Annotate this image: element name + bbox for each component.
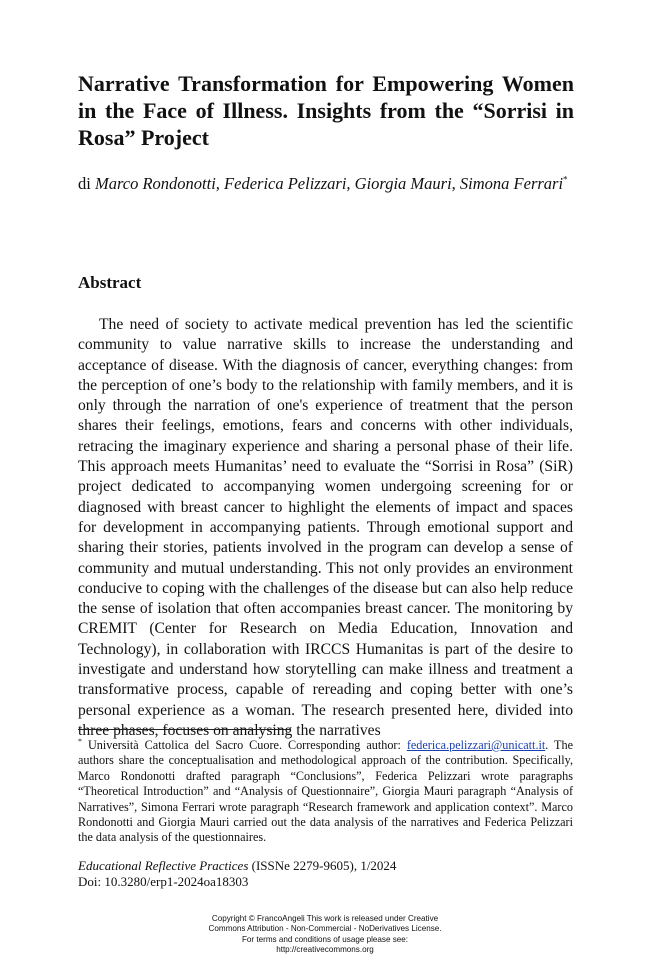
copyright-line-2: Commons Attribution - Non-Commercial - NoDerivatives License. — [208, 924, 442, 934]
author-prefix: di — [78, 174, 91, 193]
journal-name: Educational Reflective Practices — [78, 858, 249, 873]
journal-info — [78, 858, 573, 890]
footnote-mark: * — [78, 736, 82, 746]
copyright-line-3: For terms and conditions of usage please see: — [241, 934, 409, 944]
journal-doi: Doi: 10.3280/erp1-2024oa18303 — [78, 874, 249, 889]
journal-citation — [78, 858, 573, 874]
copyright-notice — [140, 914, 510, 956]
footnote — [78, 738, 573, 846]
journal-issn: (ISSNe 2279-9605), 1/2024 — [248, 858, 397, 873]
corresponding-email-link[interactable]: federica.pelizzari@unicatt.it — [406, 738, 546, 752]
author-names: Marco Rondonotti, Federica Pelizzari, Giorgia Mauri, Simona Ferrari — [94, 174, 564, 193]
author-line — [78, 173, 574, 195]
article-title: Narrative Transformation for Empowering Women in the Face of Illness. Insights from the “Sorrisi in Rosa” Project — [78, 71, 574, 150]
abstract-text: The need of society to activate medical prevention has led the scientific community to value narrative skills to increase the understanding and acceptance of disease. With the diagnosis of cancer, everything changes: from the perception of one’s body to the relationship with family members, and it is only through the narration of one's experience of treatment that the person shares their feelings, emotions, fears and concerns with other individuals, retracing the imaginary experience and sharing a personal phase of their life. This approach meets Humanitas’ need to evaluate the “Sorrisi in Rosa” (SiR) project dedicated to accompanying women undergoing screening for or diagnosed with breast cancer to highlight the elements of impact and spaces for development in accompanying patients. Through emotional support and sharing their stories, patients involved in the program can develop a sense of community and mutual understanding. This not only provides an environment conducive to coping with the challenges of the disease but can also help reduce the sense of isolation that often accompanies breast cancer. The monitoring by CREMIT (Center for Research on Media Education, Innovation and Technology), in collaboration with IRCCS Humanitas is part of the desire to investigate and understand how storytelling can make illness and treatment a transformative process, capable of rereading and coping better with one’s personal experience as a woman. The research presented here, divided into three phases, focuses on analysing the narratives — [78, 316, 573, 739]
copyright-link[interactable]: http://creativecommons.org — [276, 945, 374, 955]
footnote-contributions: . The authors share the conceptualisation and methodological approach of the contribution. Specifically, Marco Rondonotti drafted paragraph “Conclusions”, Federica Pelizzari wrote paragraphs “Theoretical Introduction” and “Analysis of Questionnaire”, Giorgia Mauri paragraph “Analysis of Narratives”, Simona Ferrari wrote paragraph “Research framework and application context”. Marco Rondonotti and Giorgia Mauri carried out the data analysis of the narratives and Federica Pelizzari the data analysis of the questionnaires. — [78, 738, 573, 845]
abstract-heading: Abstract — [78, 273, 142, 292]
copyright-line-1: Copyright © FrancoAngeli This work is released under Creative — [211, 914, 439, 923]
footnote-affiliation: Università Cattolica del Sacro Cuore. Corresponding author: — [82, 738, 407, 752]
author-footnote-mark[interactable]: * — [563, 174, 568, 185]
footnote-divider — [78, 729, 291, 730]
